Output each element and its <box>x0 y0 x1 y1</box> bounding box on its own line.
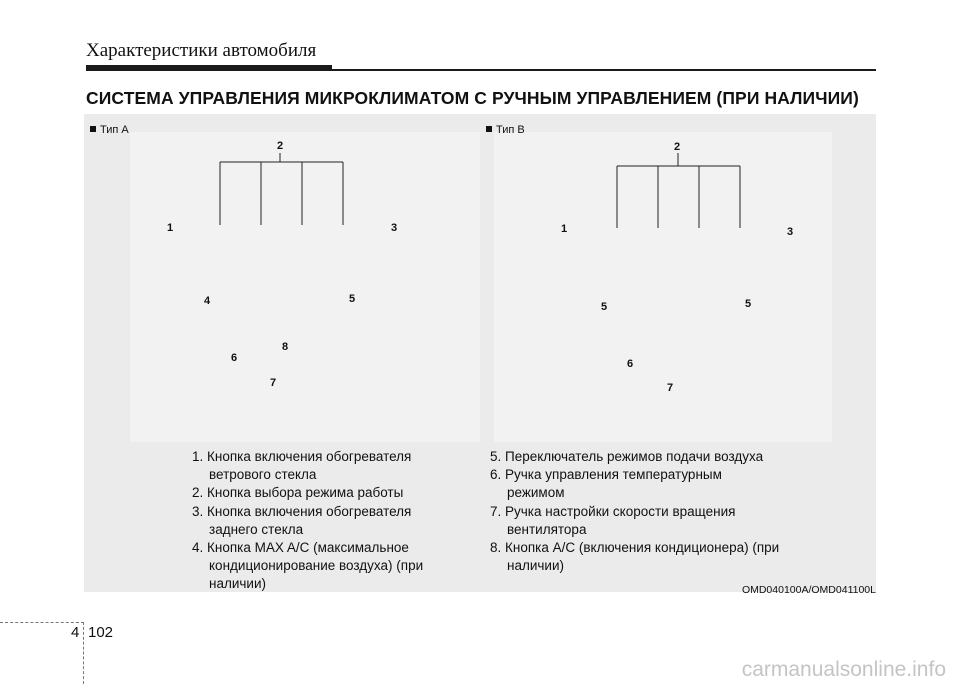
callout-a-7: 7 <box>270 377 277 389</box>
footer-rule-vertical <box>83 622 84 684</box>
legend-left-column <box>192 448 452 594</box>
callout-a-4: 4 <box>204 295 211 307</box>
legend-item: 8. Кнопка A/C (включения кондиционера) (при наличии) <box>490 540 780 574</box>
header-rule-thin <box>332 69 876 71</box>
legend-item: 3. Кнопка включения обогревателя заднего стекла <box>192 503 412 537</box>
callout-a-5: 5 <box>349 293 356 305</box>
type-a-label-text: Тип А <box>100 124 129 136</box>
legend-item: 1. Кнопка включения обогревателя ветрового стекла <box>192 449 412 483</box>
watermark: carmanualsonline.info <box>741 658 946 681</box>
figure-reference-code: OMD040100A/OMD041100L <box>741 584 876 596</box>
callout-b-7: 7 <box>667 382 674 394</box>
header-rule-thick <box>86 65 332 71</box>
legend-right-column <box>490 448 780 575</box>
callout-b-2: 2 <box>674 141 681 153</box>
legend-item: 5. Переключатель режимов подачи воздуха <box>490 449 764 464</box>
footer-page-number: 102 <box>88 624 114 641</box>
callout-b-6: 6 <box>627 358 634 370</box>
legend-item: 6. Ручка управления температурным режимом <box>490 467 722 501</box>
running-head: Характеристики автомобиля <box>86 40 317 61</box>
callout-b-5-right: 5 <box>745 298 752 310</box>
callout-a-3: 3 <box>391 222 398 234</box>
footer-chapter-number: 4 <box>71 624 80 641</box>
callouts-type-b <box>561 141 793 394</box>
legend-item: 7. Ручка настройки скорости вращения вентилятора <box>490 503 736 537</box>
callouts-type-a <box>167 140 397 389</box>
callout-a-2: 2 <box>277 140 284 152</box>
callout-a-1: 1 <box>167 222 174 234</box>
type-b-label-text: Тип В <box>496 124 525 136</box>
figure-panel <box>84 114 876 596</box>
legend-item: 2. Кнопка выбора режима работы <box>192 485 404 501</box>
section-title: СИСТЕМА УПРАВЛЕНИЯ МИКРОКЛИМАТОМ С РУЧНЫМ УПРАВЛЕНИЕМ (ПРИ НАЛИЧИИ) <box>86 88 859 108</box>
callout-b-5-left: 5 <box>601 301 608 313</box>
leader-lines-type-b <box>617 153 740 228</box>
leader-lines-type-a <box>220 153 343 225</box>
callout-a-6: 6 <box>231 352 238 364</box>
legend-item: 4. Кнопка MAX A/C (максимальное кондиционирование воздуха) (при наличии) <box>192 540 424 592</box>
callout-b-3: 3 <box>787 226 794 238</box>
callout-a-8: 8 <box>282 341 289 353</box>
footer-rule-horizontal <box>0 622 84 623</box>
callout-b-1: 1 <box>561 223 568 235</box>
callout-diagram <box>84 114 876 444</box>
